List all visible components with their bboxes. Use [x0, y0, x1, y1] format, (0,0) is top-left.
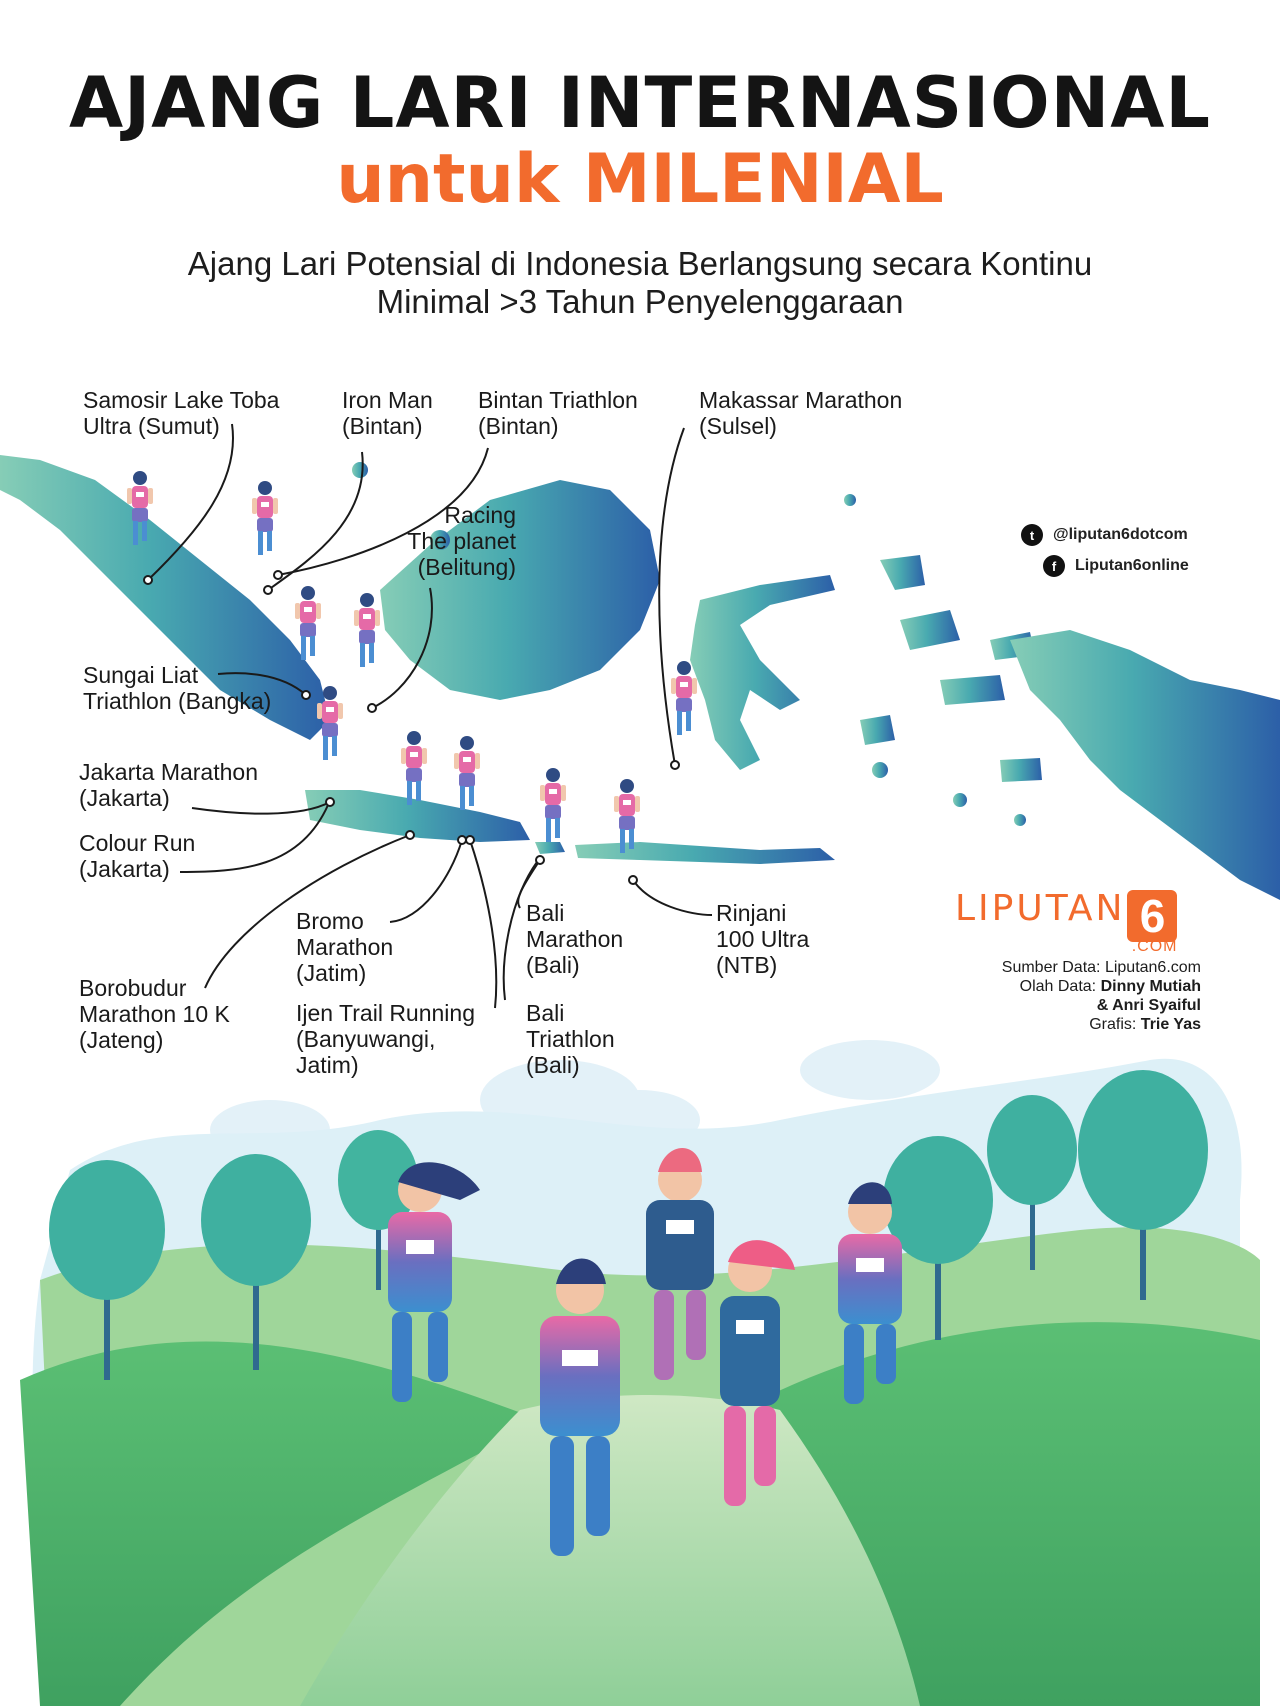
facebook-icon: f: [1043, 555, 1065, 577]
event-label-sungai-liat: Sungai Liat Triathlon (Bangka): [83, 662, 272, 714]
credit-data-1: Dinny Mutiah: [1100, 978, 1201, 995]
twitter-icon: t: [1021, 524, 1043, 546]
facebook-text: Liputan6online: [1075, 557, 1189, 574]
event-label-racing-the-planet: Racing The planet (Belitung): [407, 502, 516, 580]
liputan6-logo: [955, 888, 1177, 956]
main-title-accent: untuk MILENIAL: [336, 140, 944, 219]
credit-data-2: & Anri Syaiful: [1096, 997, 1201, 1014]
event-label-rinjani: Rinjani 100 Ultra (NTB): [716, 900, 810, 978]
credit-graphics: Trie Yas: [1140, 1016, 1201, 1033]
event-label-borobudur: Borobudur Marathon 10 K (Jateng): [79, 975, 230, 1053]
logo-number: 6: [1127, 890, 1177, 942]
credit-source-label: Sumber Data:: [1001, 959, 1101, 976]
event-label-colour-run: Colour Run (Jakarta): [79, 830, 196, 882]
event-label-ijen: Ijen Trail Running (Banyuwangi, Jatim): [296, 1000, 475, 1078]
twitter-handle[interactable]: [1021, 524, 1188, 546]
event-label-bali-marathon: Bali Marathon (Bali): [526, 900, 624, 978]
event-label-ironman: Iron Man (Bintan): [342, 387, 433, 439]
facebook-handle[interactable]: [1043, 555, 1189, 577]
main-title: AJANG LARI INTERNASIONAL: [68, 62, 1212, 144]
event-label-samosir: Samosir Lake Toba Ultra (Sumut): [83, 387, 280, 439]
event-label-makassar: Makassar Marathon (Sulsel): [699, 387, 903, 439]
event-label-jakarta-marathon: Jakarta Marathon (Jakarta): [79, 759, 258, 811]
event-label-bintan-triathlon: Bintan Triathlon (Bintan): [478, 387, 638, 439]
logo-text: LIPUTAN: [955, 888, 1126, 929]
logo-suffix: .COM: [1131, 937, 1178, 955]
twitter-text: @liputan6dotcom: [1053, 526, 1188, 543]
credit-source: Liputan6.com: [1104, 959, 1201, 976]
park-scene: [20, 1040, 1260, 1706]
event-label-bali-triathlon: Bali Triathlon (Bali): [526, 1000, 615, 1078]
credit-graphics-label: Grafis:: [1089, 1016, 1137, 1033]
event-label-bromo: Bromo Marathon (Jatim): [296, 908, 394, 986]
credit-data-label: Olah Data:: [1019, 978, 1097, 995]
subtitle: Ajang Lari Potensial di Indonesia Berlangsung secara Kontinu Minimal >3 Tahun Penyelenggaraan: [187, 245, 1093, 320]
credits: [1002, 958, 1201, 1034]
